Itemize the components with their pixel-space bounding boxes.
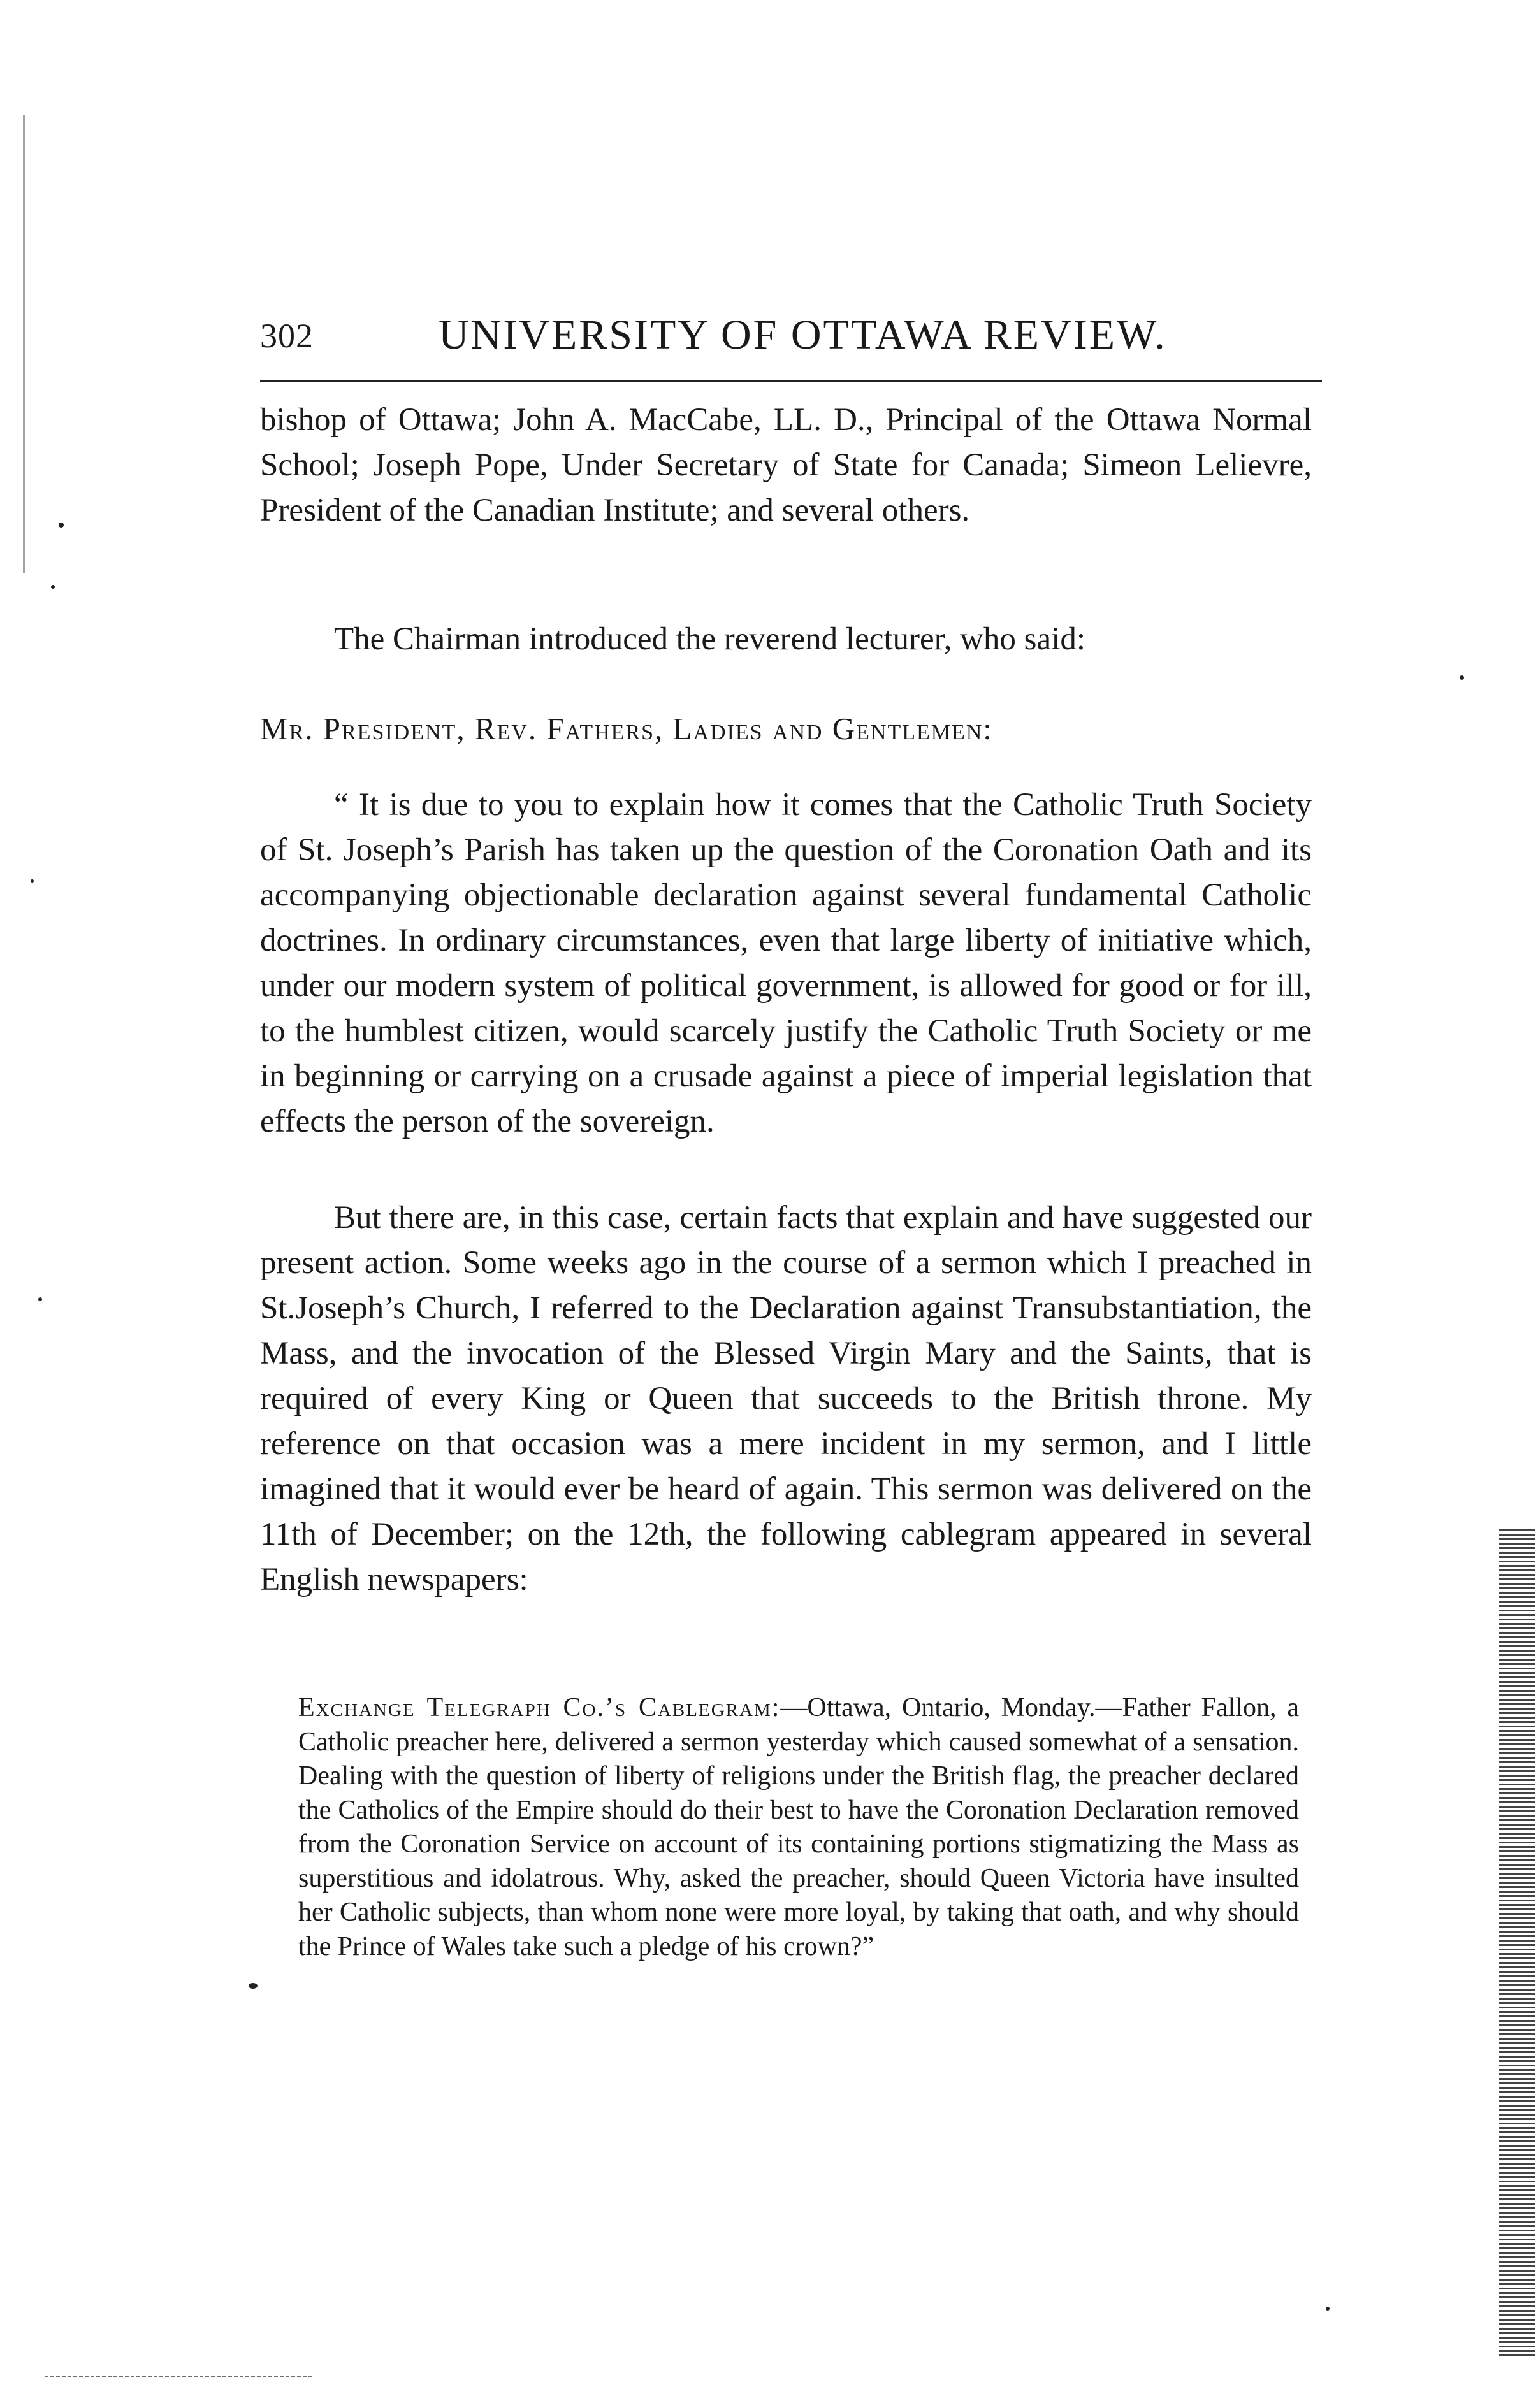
quotation-lead: Exchange Telegraph Co.’s Cablegram: <box>298 1693 781 1722</box>
scan-smudge <box>45 2376 312 2377</box>
quotation-text: —Ottawa, Ontario, Monday.—Father Fallon, a Catholic preacher here, delivered a sermon yesterday which caused somewhat of a sensation. Dealing with the question of liberty of religions under the British flag, the preacher declared the Catholics of the Empire should do their best to have the Coronation Declaration removed from the Coronation Service on account of its containing portions stigmatizing the Mass as superstitious and idolatrous. Why, asked the preacher, should Queen Victoria have insulted her Catholic subjects, than whom none were more loyal, by taking that oath, and why should the Prince of Wales take such a pledge of his crown?” <box>298 1693 1299 1961</box>
page-number: 302 <box>260 317 314 355</box>
salutation: Mr. President, Rev. Fathers, Ladies and Gentlemen: <box>260 711 993 746</box>
running-head <box>260 311 1324 368</box>
paragraph-lecture-facts: But there are, in this case, certain facts that explain and have suggested our present action. Some weeks ago in the course of a sermon which I preached in St.Joseph’s Church, I referred to the Declaration against Transubstantiation, the Mass, and the invocation of the Blessed Virgin Mary and the Saints, that is required of every King or Queen that succeeds to the British throne. My reference on that occasion was a mere incident in my sermon, and I little imagined that it would ever be heard of again. This sermon was delivered on the 11th of December; on the 12th, the following cablegram appeared in several English newspapers: <box>260 1200 1312 1597</box>
cablegram-quotation <box>298 1691 1299 1964</box>
header-rule <box>260 380 1322 382</box>
scan-speck <box>59 523 64 528</box>
paragraph-continuation: bishop of Ottawa; John A. MacCabe, LL. D., Principal of the Ottawa Normal School; Joseph Pope, Under Secretary of State for Canada; Simeon Lelievre, President of the Canadian Institute; and several others. <box>260 402 1312 528</box>
scan-speck <box>38 1297 42 1301</box>
scan-speck <box>31 879 34 883</box>
binding-edge <box>1499 1529 1535 2358</box>
scan-edge-line <box>23 115 25 573</box>
scan-speck <box>51 585 55 589</box>
scan-speck <box>1326 2307 1330 2311</box>
paragraph-lecture-opening: “ It is due to you to explain how it comes that the Catholic Truth Society of St. Joseph’s Parish has taken up the question of the Coronation Oath and its accompanying objectionable declaration against several fundamental Catholic doctrines. In ordinary circumstances, even that large liberty of initiative which, under our modern system of political government, is allowed for good or for ill, to the humblest citizen, would scarcely justify the Catholic Truth Society or me in beginning or carrying on a crusade against a piece of imperial legislation that effects the person of the sovereign. <box>260 787 1312 1139</box>
paragraph-introduction: The Chairman introduced the reverend lecturer, who said: <box>334 621 1086 657</box>
scan-speck <box>249 1983 258 1989</box>
journal-title: UNIVERSITY OF OTTAWA REVIEW. <box>439 312 1167 358</box>
scan-speck <box>1460 675 1464 680</box>
